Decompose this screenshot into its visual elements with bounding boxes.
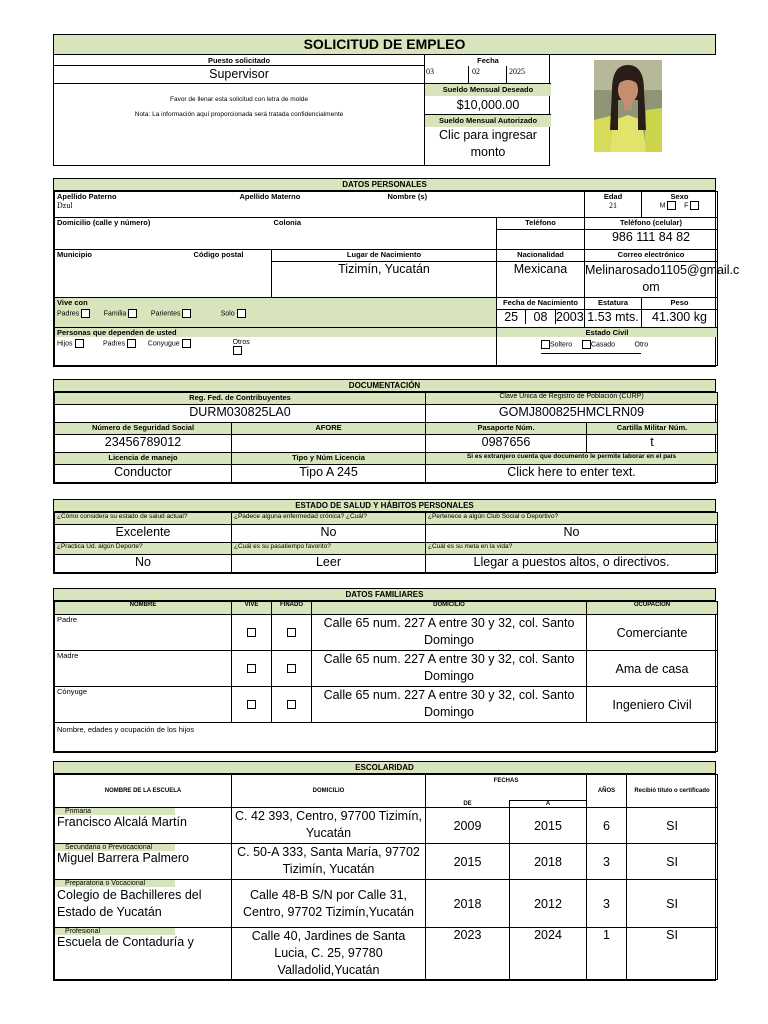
afore-value[interactable] <box>232 435 426 453</box>
school-domicilio[interactable]: C. 50-A 333, Santa María, 97702 Tizimín, Yucatán <box>232 844 426 880</box>
domicilio-label: Domicilio (calle y número) <box>57 218 151 227</box>
col-titulo: Recibió título o certificado <box>627 775 718 808</box>
school-de[interactable]: 2018 <box>426 880 510 928</box>
family-domicilio[interactable]: Calle 65 num. 227 A entre 30 y 32, col. Santo Domingo <box>312 687 587 723</box>
a-pasatiempo[interactable]: Leer <box>232 555 426 573</box>
school-a[interactable]: 2012 <box>510 880 587 928</box>
fecha-nac-label: Fecha de Nacimiento <box>497 298 584 310</box>
date-divider <box>506 66 507 84</box>
col-fechas: FECHAS <box>426 775 587 801</box>
hijos-label[interactable]: Nombre, edades y ocupación de los hijos <box>55 723 718 752</box>
school-domicilio[interactable]: Calle 40, Jardines de Santa Lucia, C. 25, 97780 Valladolid,Yucatán <box>232 928 426 980</box>
nac-year[interactable]: 2003 <box>555 310 584 324</box>
puesto-value[interactable]: Supervisor <box>54 66 424 84</box>
school-domicilio[interactable]: Calle 48-B S/N por Calle 31, Centro, 97702 Tizimín,Yucatán <box>232 880 426 928</box>
col-nombre: NOMBRE <box>55 602 232 615</box>
puesto-label: Puesto solicitado <box>54 55 424 66</box>
col-school-domicilio: DOMICILIO <box>232 775 426 808</box>
school-titulo[interactable]: SI <box>627 808 718 844</box>
celular-value[interactable]: 986 111 84 82 <box>611 230 691 244</box>
fecha-label: Fecha <box>477 56 499 65</box>
family-rel: Madre <box>55 651 232 687</box>
estatura-label: Estatura <box>585 298 641 310</box>
peso-label: Peso <box>642 298 717 310</box>
licencia-value[interactable]: Conductor <box>55 465 232 483</box>
col-ocupacion: OCUPACIÓN <box>587 602 718 615</box>
q-enfermedad: ¿Padece alguna enfermedad crónica? ¿Cuál? <box>232 513 426 525</box>
dep-padres-label: Padres <box>102 340 126 348</box>
afore-label: AFORE <box>232 423 426 435</box>
school-de[interactable]: 2015 <box>426 844 510 880</box>
header-block <box>53 55 550 166</box>
a-enfermedad[interactable]: No <box>232 525 426 543</box>
sexo-m-label: M <box>659 202 666 210</box>
personal-title: DATOS PERSONALES <box>54 179 715 191</box>
school-anos[interactable]: 3 <box>587 844 627 880</box>
school-de[interactable]: 2023 <box>426 928 510 980</box>
dep-hijos-label: Hijos <box>57 340 73 348</box>
colonia-label: Colonia <box>273 218 301 227</box>
sexo-label: Sexo <box>670 192 689 201</box>
instructions-note: Favor de llenar esta solicitud con letra de molde <box>169 96 309 103</box>
nacionalidad-value[interactable]: Mexicana <box>513 262 568 276</box>
table-row <box>55 808 718 844</box>
fecha-month[interactable]: 02 <box>472 67 480 76</box>
vive-solo-checkbox[interactable] <box>237 309 246 318</box>
pasaporte-value[interactable]: 0987656 <box>426 435 587 453</box>
table-row <box>55 844 718 880</box>
soltero-label: Soltero <box>550 341 573 349</box>
otro-line[interactable] <box>541 353 641 354</box>
curp-label: Clave Única de Registro de Población (CURP) <box>426 393 718 405</box>
nss-label: Número de Seguridad Social <box>55 423 232 435</box>
correo-label: Correo electrónico <box>585 250 717 262</box>
personal-section <box>53 178 740 367</box>
peso-value[interactable]: 41.300 kg <box>652 310 707 324</box>
school-section <box>53 761 716 981</box>
dep-otros-checkbox[interactable] <box>233 346 242 355</box>
date-divider <box>468 66 469 84</box>
school-a[interactable]: 2015 <box>510 808 587 844</box>
a-salud[interactable]: Excelente <box>55 525 232 543</box>
vive-parientes-label: Parientes <box>150 310 181 318</box>
q-pasatiempo: ¿Cuál es su pasatiempo favorito? <box>232 543 426 555</box>
dep-padres-checkbox[interactable] <box>127 339 136 348</box>
celular-label: Teléfono (celular) <box>585 218 717 230</box>
vive-checkbox[interactable] <box>247 700 256 709</box>
tipo-licencia-label: Tipo y Núm Licencia <box>232 453 426 465</box>
school-level: Secundaria o Prevocacional <box>55 844 175 851</box>
school-titulo[interactable]: SI <box>627 844 718 880</box>
school-titulo[interactable]: SI <box>627 880 718 928</box>
extranjero-label: Si es extranjero cuenta que documento le permite laborar en el país <box>426 453 718 465</box>
vive-checkbox[interactable] <box>247 628 256 637</box>
telefono-label: Teléfono <box>497 218 584 230</box>
vive-solo-label: Solo <box>220 310 235 318</box>
sueldo-deseado-value[interactable]: $10,000.00 <box>425 96 551 115</box>
sexo-f-label: F <box>684 202 689 210</box>
pasaporte-label: Pasaporte Núm. <box>426 423 587 435</box>
title-bar <box>53 34 716 55</box>
school-de[interactable]: 2009 <box>426 808 510 844</box>
table-row <box>55 615 718 651</box>
school-title: ESCOLARIDAD <box>54 762 715 774</box>
nacionalidad-label: Nacionalidad <box>497 250 584 262</box>
a-meta[interactable]: Llegar a puestos altos, o directivos. <box>426 555 718 573</box>
tipo-licencia-value[interactable]: Tipo A 245 <box>232 465 426 483</box>
sueldo-autorizado-label: Sueldo Mensual Autorizado <box>425 115 551 127</box>
sueldo-autorizado-value[interactable]: Clic para ingresar monto <box>439 128 537 159</box>
confidential-note: Nota: La información aquí proporcionada será tratada confidencialmente <box>134 111 344 118</box>
q-salud: ¿Cómo considera su estado de salud actual? <box>55 513 232 525</box>
vive-familia-checkbox[interactable] <box>128 309 137 318</box>
extranjero-value[interactable]: Click here to enter text. <box>426 465 718 483</box>
apellido-paterno-label: Apellido Paterno <box>57 192 117 201</box>
family-ocupacion[interactable]: Ingeniero Civil <box>587 687 718 723</box>
school-name[interactable]: Colegio de Bachilleres del Estado de Yucatán <box>57 888 202 919</box>
docs-section <box>53 379 716 484</box>
a-club[interactable]: No <box>426 525 718 543</box>
school-titulo[interactable]: SI <box>627 928 718 980</box>
school-a[interactable]: 2024 <box>510 928 587 980</box>
vive-parientes-checkbox[interactable] <box>182 309 191 318</box>
col-de: DE <box>426 801 510 808</box>
table-row <box>55 880 718 928</box>
col-domicilio: DOMICILIO <box>312 602 587 615</box>
vive-familia-label: Familia <box>103 310 127 318</box>
estado-civil-label: Estado Civil <box>497 328 717 337</box>
col-finado: FINADO <box>272 602 312 615</box>
sexo-f-checkbox[interactable] <box>690 201 699 210</box>
finado-checkbox[interactable] <box>287 628 296 637</box>
cartilla-label: Cartilla Militar Núm. <box>587 423 718 435</box>
col-anos: AÑOS <box>587 775 627 808</box>
col-escuela: NOMBRE DE LA ESCUELA <box>55 775 232 808</box>
sexo-m-checkbox[interactable] <box>667 201 676 210</box>
school-name[interactable]: Miguel Barrera Palmero <box>57 851 189 865</box>
vive-con-label: Vive con <box>57 298 88 307</box>
a-deporte[interactable]: No <box>55 555 232 573</box>
docs-title: DOCUMENTACIÓN <box>54 380 715 392</box>
dep-otros-label: Otros <box>232 339 250 346</box>
q-meta: ¿Cuál es su meta en la vida? <box>426 543 718 555</box>
casado-label: Casado <box>590 341 616 349</box>
school-name[interactable]: Francisco Alcalá Martín <box>57 815 187 829</box>
finado-checkbox[interactable] <box>287 700 296 709</box>
finado-checkbox[interactable] <box>287 664 296 673</box>
dep-conyugue-checkbox[interactable] <box>182 339 191 348</box>
dependen-label: Personas que dependen de usted <box>55 328 496 337</box>
q-club: ¿Pertenece a algún Club Social o Deportivo? <box>426 513 718 525</box>
family-ocupacion[interactable]: Ama de casa <box>587 651 718 687</box>
family-section <box>53 588 716 753</box>
fecha-year[interactable]: 2025 <box>509 67 525 76</box>
otro-label: Otro <box>634 341 649 349</box>
school-anos[interactable]: 6 <box>587 808 627 844</box>
school-a[interactable]: 2018 <box>510 844 587 880</box>
sueldo-deseado-label: Sueldo Mensual Deseado <box>425 84 551 96</box>
edad-value[interactable]: 21 <box>609 201 617 210</box>
nac-day[interactable]: 25 <box>497 310 526 324</box>
nombre-label: Nombre (s) <box>387 192 428 201</box>
edad-label: Edad <box>603 192 623 201</box>
school-name[interactable]: Escuela de Contaduría y <box>57 935 194 949</box>
school-anos[interactable]: 1 <box>587 928 627 980</box>
estatura-value[interactable]: 1.53 mts. <box>587 310 639 324</box>
municipio-label: Municipio <box>57 250 92 259</box>
applicant-photo <box>594 60 662 152</box>
dep-conyugue-label: Conyugue <box>147 340 180 348</box>
family-rel: Padre <box>55 615 232 651</box>
col-a: A <box>510 801 587 808</box>
family-ocupacion[interactable]: Comerciante <box>587 615 718 651</box>
correo-value[interactable]: Melinarosado1105@gmail.c om <box>585 263 740 294</box>
table-row <box>55 687 718 723</box>
family-rel: Cónyuge <box>55 687 232 723</box>
rfc-value[interactable]: DURM030825LA0 <box>55 405 426 423</box>
soltero-checkbox[interactable] <box>541 340 550 349</box>
lugar-nacimiento-label: Lugar de Nacimiento <box>272 250 496 262</box>
nss-value[interactable]: 23456789012 <box>55 435 232 453</box>
table-row <box>55 928 718 980</box>
dep-hijos-checkbox[interactable] <box>75 339 84 348</box>
family-domicilio[interactable]: Calle 65 num. 227 A entre 30 y 32, col. Santo Domingo <box>312 615 587 651</box>
school-domicilio[interactable]: C. 42 393, Centro, 97700 Tizimín, Yucatán <box>232 808 426 844</box>
health-title: ESTADO DE SALUD Y HÁBITOS PERSONALES <box>54 500 715 512</box>
school-level: Primaria <box>55 808 175 815</box>
school-anos[interactable]: 3 <box>587 880 627 928</box>
licencia-label: Licencia de manejo <box>55 453 232 465</box>
apellido-materno-label: Apellido Materno <box>239 192 301 201</box>
page-title: SOLICITUD DE EMPLEO <box>303 36 466 52</box>
family-domicilio[interactable]: Calle 65 num. 227 A entre 30 y 32, col. Santo Domingo <box>312 651 587 687</box>
nac-month[interactable]: 08 <box>526 310 555 324</box>
vive-padres-checkbox[interactable] <box>81 309 90 318</box>
school-level: Profesional <box>55 928 175 935</box>
lugar-nacimiento-value[interactable]: Tizimín, Yucatán <box>338 262 430 276</box>
casado-checkbox[interactable] <box>582 340 591 349</box>
cp-label: Código postal <box>193 250 244 259</box>
apellido-paterno-value[interactable]: Dzul <box>57 201 73 210</box>
q-deporte: ¿Practica Ud. algún Deporte? <box>55 543 232 555</box>
cartilla-value[interactable]: t <box>587 435 718 453</box>
family-title: DATOS FAMILIARES <box>54 589 715 601</box>
vive-checkbox[interactable] <box>247 664 256 673</box>
vive-padres-label: Padres <box>57 310 80 318</box>
rfc-label: Reg. Fed. de Contribuyentes <box>55 393 426 405</box>
table-row <box>55 651 718 687</box>
school-level: Preparatoria o Vocacional <box>55 880 175 887</box>
health-section <box>53 499 716 574</box>
col-vive: VIVE <box>232 602 272 615</box>
fecha-day[interactable]: 03 <box>426 67 434 76</box>
curp-value[interactable]: GOMJ800825HMCLRN09 <box>426 405 718 423</box>
